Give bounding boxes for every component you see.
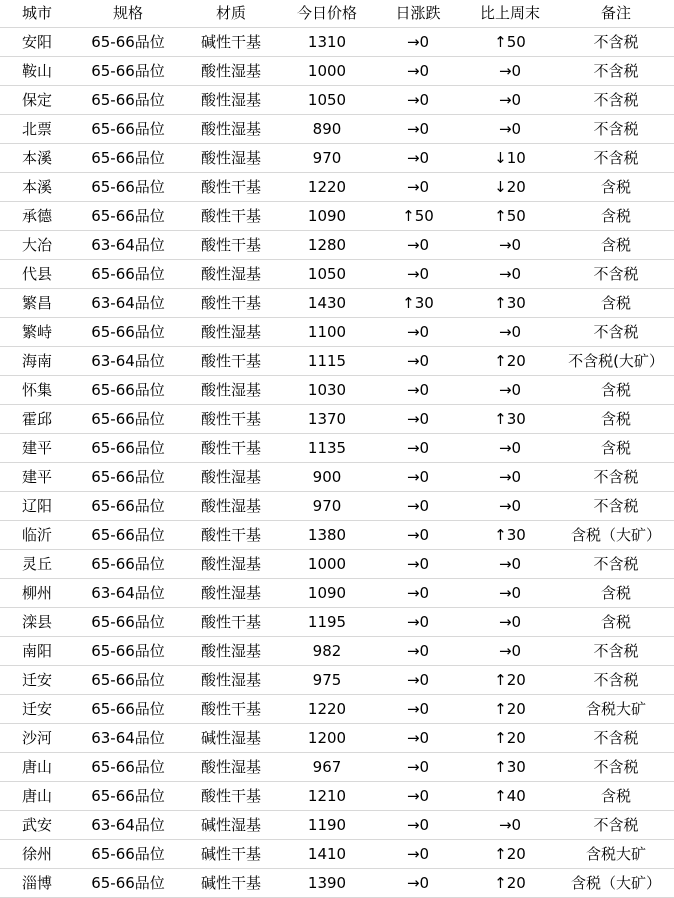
cell-daily-change: ↑30	[374, 289, 462, 318]
cell-price: 982	[280, 637, 374, 666]
cell-material: 酸性湿基	[182, 637, 280, 666]
cell-note: 含税大矿	[558, 840, 674, 869]
cell-price: 900	[280, 463, 374, 492]
cell-price: 1195	[280, 608, 374, 637]
cell-spec: 65-66品位	[74, 28, 182, 57]
cell-city: 唐山	[0, 782, 74, 811]
column-header-price: 今日价格	[280, 0, 374, 28]
cell-price: 1090	[280, 202, 374, 231]
cell-city: 建平	[0, 463, 74, 492]
cell-spec: 65-66品位	[74, 521, 182, 550]
table-row	[0, 347, 674, 376]
cell-price: 890	[280, 115, 374, 144]
cell-spec: 65-66品位	[74, 666, 182, 695]
cell-price: 1135	[280, 434, 374, 463]
cell-city: 唐山	[0, 753, 74, 782]
cell-note: 含税	[558, 608, 674, 637]
cell-spec: 63-64品位	[74, 289, 182, 318]
cell-note: 含税	[558, 173, 674, 202]
cell-daily-change: →0	[374, 521, 462, 550]
cell-daily-change: →0	[374, 463, 462, 492]
table-header	[0, 0, 674, 28]
cell-material: 酸性湿基	[182, 463, 280, 492]
cell-price: 1430	[280, 289, 374, 318]
cell-note: 不含税	[558, 86, 674, 115]
cell-weekly-change: ↓10	[462, 144, 558, 173]
cell-material: 酸性湿基	[182, 753, 280, 782]
cell-city: 本溪	[0, 144, 74, 173]
cell-spec: 63-64品位	[74, 811, 182, 840]
cell-note: 不含税	[558, 318, 674, 347]
cell-weekly-change: →0	[462, 115, 558, 144]
cell-note: 不含税	[558, 811, 674, 840]
column-header-material: 材质	[182, 0, 280, 28]
cell-spec: 65-66品位	[74, 550, 182, 579]
cell-weekly-change: ↑50	[462, 28, 558, 57]
table-row	[0, 86, 674, 115]
cell-spec: 65-66品位	[74, 115, 182, 144]
cell-weekly-change: ↑20	[462, 666, 558, 695]
cell-price: 1220	[280, 173, 374, 202]
cell-city: 鞍山	[0, 57, 74, 86]
cell-daily-change: ↑50	[374, 202, 462, 231]
cell-material: 酸性湿基	[182, 492, 280, 521]
cell-material: 酸性湿基	[182, 86, 280, 115]
cell-city: 辽阳	[0, 492, 74, 521]
cell-city: 海南	[0, 347, 74, 376]
cell-price: 1030	[280, 376, 374, 405]
cell-spec: 65-66品位	[74, 318, 182, 347]
cell-note: 不含税	[558, 28, 674, 57]
column-header-city: 城市	[0, 0, 74, 28]
cell-material: 酸性干基	[182, 695, 280, 724]
cell-daily-change: →0	[374, 260, 462, 289]
cell-weekly-change: ↑40	[462, 782, 558, 811]
cell-weekly-change: →0	[462, 318, 558, 347]
cell-weekly-change: →0	[462, 260, 558, 289]
cell-material: 碱性干基	[182, 869, 280, 898]
cell-price: 1090	[280, 579, 374, 608]
cell-note: 含税	[558, 579, 674, 608]
cell-price: 1220	[280, 695, 374, 724]
cell-city: 迁安	[0, 695, 74, 724]
cell-weekly-change: ↓20	[462, 173, 558, 202]
cell-price: 1380	[280, 521, 374, 550]
cell-price: 1210	[280, 782, 374, 811]
cell-daily-change: →0	[374, 318, 462, 347]
cell-weekly-change: →0	[462, 811, 558, 840]
cell-city: 徐州	[0, 840, 74, 869]
table-row	[0, 318, 674, 347]
cell-daily-change: →0	[374, 115, 462, 144]
cell-spec: 65-66品位	[74, 695, 182, 724]
cell-weekly-change: ↑30	[462, 753, 558, 782]
cell-weekly-change: →0	[462, 86, 558, 115]
cell-daily-change: →0	[374, 28, 462, 57]
cell-price: 1000	[280, 57, 374, 86]
cell-material: 酸性湿基	[182, 550, 280, 579]
cell-daily-change: →0	[374, 811, 462, 840]
cell-city: 柳州	[0, 579, 74, 608]
cell-weekly-change: →0	[462, 579, 558, 608]
table-row	[0, 405, 674, 434]
cell-city: 北票	[0, 115, 74, 144]
table-row	[0, 608, 674, 637]
cell-price: 975	[280, 666, 374, 695]
cell-material: 酸性干基	[182, 405, 280, 434]
cell-material: 酸性湿基	[182, 579, 280, 608]
cell-daily-change: →0	[374, 695, 462, 724]
table-row	[0, 173, 674, 202]
column-header-weekly-change: 比上周末	[462, 0, 558, 28]
cell-note: 含税	[558, 376, 674, 405]
cell-daily-change: →0	[374, 405, 462, 434]
cell-material: 碱性湿基	[182, 811, 280, 840]
cell-daily-change: →0	[374, 173, 462, 202]
cell-spec: 65-66品位	[74, 869, 182, 898]
table-row	[0, 695, 674, 724]
cell-city: 怀集	[0, 376, 74, 405]
cell-spec: 65-66品位	[74, 434, 182, 463]
cell-spec: 65-66品位	[74, 86, 182, 115]
table-row	[0, 144, 674, 173]
cell-spec: 65-66品位	[74, 753, 182, 782]
cell-daily-change: →0	[374, 666, 462, 695]
table-row	[0, 550, 674, 579]
cell-material: 酸性湿基	[182, 376, 280, 405]
cell-note: 不含税	[558, 115, 674, 144]
table-row	[0, 289, 674, 318]
cell-daily-change: →0	[374, 724, 462, 753]
cell-spec: 65-66品位	[74, 463, 182, 492]
cell-daily-change: →0	[374, 492, 462, 521]
cell-daily-change: →0	[374, 550, 462, 579]
cell-city: 大冶	[0, 231, 74, 260]
cell-weekly-change: ↑20	[462, 347, 558, 376]
cell-daily-change: →0	[374, 840, 462, 869]
cell-city: 淄博	[0, 869, 74, 898]
cell-material: 酸性湿基	[182, 57, 280, 86]
table-row	[0, 231, 674, 260]
cell-weekly-change: ↑20	[462, 724, 558, 753]
cell-note: 含税（大矿）	[558, 869, 674, 898]
table-row	[0, 260, 674, 289]
cell-note: 含税	[558, 289, 674, 318]
cell-spec: 65-66品位	[74, 202, 182, 231]
cell-material: 酸性湿基	[182, 144, 280, 173]
cell-city: 霍邱	[0, 405, 74, 434]
cell-price: 1280	[280, 231, 374, 260]
cell-weekly-change: →0	[462, 376, 558, 405]
table-row	[0, 782, 674, 811]
cell-city: 繁峙	[0, 318, 74, 347]
cell-weekly-change: →0	[462, 608, 558, 637]
cell-city: 迁安	[0, 666, 74, 695]
cell-daily-change: →0	[374, 376, 462, 405]
cell-note: 含税	[558, 202, 674, 231]
cell-daily-change: →0	[374, 782, 462, 811]
cell-spec: 65-66品位	[74, 376, 182, 405]
table-row	[0, 811, 674, 840]
cell-weekly-change: ↑20	[462, 695, 558, 724]
cell-weekly-change: ↑20	[462, 869, 558, 898]
table-row	[0, 463, 674, 492]
cell-weekly-change: ↑30	[462, 521, 558, 550]
cell-note: 不含税	[558, 57, 674, 86]
cell-price: 1050	[280, 260, 374, 289]
cell-weekly-change: ↑30	[462, 405, 558, 434]
cell-spec: 63-64品位	[74, 724, 182, 753]
cell-city: 武安	[0, 811, 74, 840]
cell-price: 1390	[280, 869, 374, 898]
cell-city: 南阳	[0, 637, 74, 666]
cell-weekly-change: →0	[462, 637, 558, 666]
cell-daily-change: →0	[374, 753, 462, 782]
table-row	[0, 724, 674, 753]
cell-note: 含税	[558, 231, 674, 260]
cell-price: 1410	[280, 840, 374, 869]
cell-material: 碱性湿基	[182, 724, 280, 753]
cell-note: 不含税	[558, 666, 674, 695]
cell-daily-change: →0	[374, 434, 462, 463]
cell-price: 970	[280, 144, 374, 173]
cell-weekly-change: →0	[462, 57, 558, 86]
cell-price: 1100	[280, 318, 374, 347]
cell-note: 不含税	[558, 550, 674, 579]
cell-material: 酸性干基	[182, 231, 280, 260]
cell-spec: 65-66品位	[74, 173, 182, 202]
cell-note: 不含税	[558, 724, 674, 753]
cell-price: 1310	[280, 28, 374, 57]
cell-price: 1115	[280, 347, 374, 376]
cell-price: 967	[280, 753, 374, 782]
cell-weekly-change: ↑50	[462, 202, 558, 231]
cell-material: 酸性干基	[182, 434, 280, 463]
cell-city: 沙河	[0, 724, 74, 753]
table-row	[0, 753, 674, 782]
cell-daily-change: →0	[374, 231, 462, 260]
cell-spec: 65-66品位	[74, 260, 182, 289]
cell-note: 含税大矿	[558, 695, 674, 724]
table-row	[0, 28, 674, 57]
cell-note: 不含税	[558, 463, 674, 492]
cell-price: 1370	[280, 405, 374, 434]
cell-daily-change: →0	[374, 869, 462, 898]
cell-price: 1000	[280, 550, 374, 579]
cell-spec: 63-64品位	[74, 231, 182, 260]
table-header-row	[0, 0, 674, 28]
cell-note: 不含税(大矿）	[558, 347, 674, 376]
cell-spec: 65-66品位	[74, 840, 182, 869]
cell-material: 酸性干基	[182, 521, 280, 550]
table-row	[0, 579, 674, 608]
cell-city: 本溪	[0, 173, 74, 202]
cell-price: 1190	[280, 811, 374, 840]
table-row	[0, 376, 674, 405]
cell-spec: 65-66品位	[74, 608, 182, 637]
cell-spec: 65-66品位	[74, 637, 182, 666]
cell-note: 含税	[558, 405, 674, 434]
column-header-daily-change: 日涨跌	[374, 0, 462, 28]
cell-price: 970	[280, 492, 374, 521]
cell-daily-change: →0	[374, 86, 462, 115]
cell-spec: 65-66品位	[74, 405, 182, 434]
cell-weekly-change: →0	[462, 550, 558, 579]
cell-material: 酸性干基	[182, 202, 280, 231]
column-header-note: 备注	[558, 0, 674, 28]
cell-spec: 63-64品位	[74, 579, 182, 608]
cell-note: 不含税	[558, 144, 674, 173]
cell-daily-change: →0	[374, 144, 462, 173]
cell-weekly-change: ↑30	[462, 289, 558, 318]
table-row	[0, 840, 674, 869]
cell-city: 保定	[0, 86, 74, 115]
table-row	[0, 434, 674, 463]
cell-city: 繁昌	[0, 289, 74, 318]
cell-material: 酸性干基	[182, 782, 280, 811]
table-row	[0, 115, 674, 144]
cell-price: 1200	[280, 724, 374, 753]
cell-note: 含税	[558, 782, 674, 811]
cell-daily-change: →0	[374, 608, 462, 637]
cell-spec: 63-64品位	[74, 347, 182, 376]
cell-material: 碱性干基	[182, 28, 280, 57]
cell-price: 1050	[280, 86, 374, 115]
table-row	[0, 637, 674, 666]
cell-material: 酸性湿基	[182, 115, 280, 144]
table-row	[0, 57, 674, 86]
cell-city: 灵丘	[0, 550, 74, 579]
cell-weekly-change: →0	[462, 463, 558, 492]
cell-material: 酸性干基	[182, 347, 280, 376]
cell-city: 代县	[0, 260, 74, 289]
cell-weekly-change: →0	[462, 434, 558, 463]
cell-note: 不含税	[558, 492, 674, 521]
cell-spec: 65-66品位	[74, 782, 182, 811]
cell-city: 承德	[0, 202, 74, 231]
cell-daily-change: →0	[374, 347, 462, 376]
column-header-spec: 规格	[74, 0, 182, 28]
cell-city: 建平	[0, 434, 74, 463]
cell-city: 临沂	[0, 521, 74, 550]
cell-material: 酸性湿基	[182, 260, 280, 289]
table-body	[0, 28, 674, 898]
cell-material: 酸性湿基	[182, 318, 280, 347]
table-row	[0, 492, 674, 521]
cell-daily-change: →0	[374, 579, 462, 608]
cell-weekly-change: →0	[462, 492, 558, 521]
cell-material: 酸性干基	[182, 608, 280, 637]
cell-material: 酸性干基	[182, 289, 280, 318]
table-row	[0, 521, 674, 550]
cell-note: 不含税	[558, 753, 674, 782]
table-row	[0, 666, 674, 695]
table-row	[0, 869, 674, 898]
cell-note: 不含税	[558, 260, 674, 289]
cell-city: 安阳	[0, 28, 74, 57]
cell-weekly-change: →0	[462, 231, 558, 260]
cell-daily-change: →0	[374, 637, 462, 666]
cell-note: 不含税	[558, 637, 674, 666]
cell-daily-change: →0	[374, 57, 462, 86]
cell-spec: 65-66品位	[74, 144, 182, 173]
cell-city: 滦县	[0, 608, 74, 637]
cell-material: 碱性干基	[182, 840, 280, 869]
cell-material: 酸性湿基	[182, 666, 280, 695]
cell-spec: 65-66品位	[74, 57, 182, 86]
cell-note: 含税	[558, 434, 674, 463]
cell-material: 酸性干基	[182, 173, 280, 202]
cell-note: 含税（大矿）	[558, 521, 674, 550]
cell-weekly-change: ↑20	[462, 840, 558, 869]
cell-spec: 65-66品位	[74, 492, 182, 521]
table-row	[0, 202, 674, 231]
